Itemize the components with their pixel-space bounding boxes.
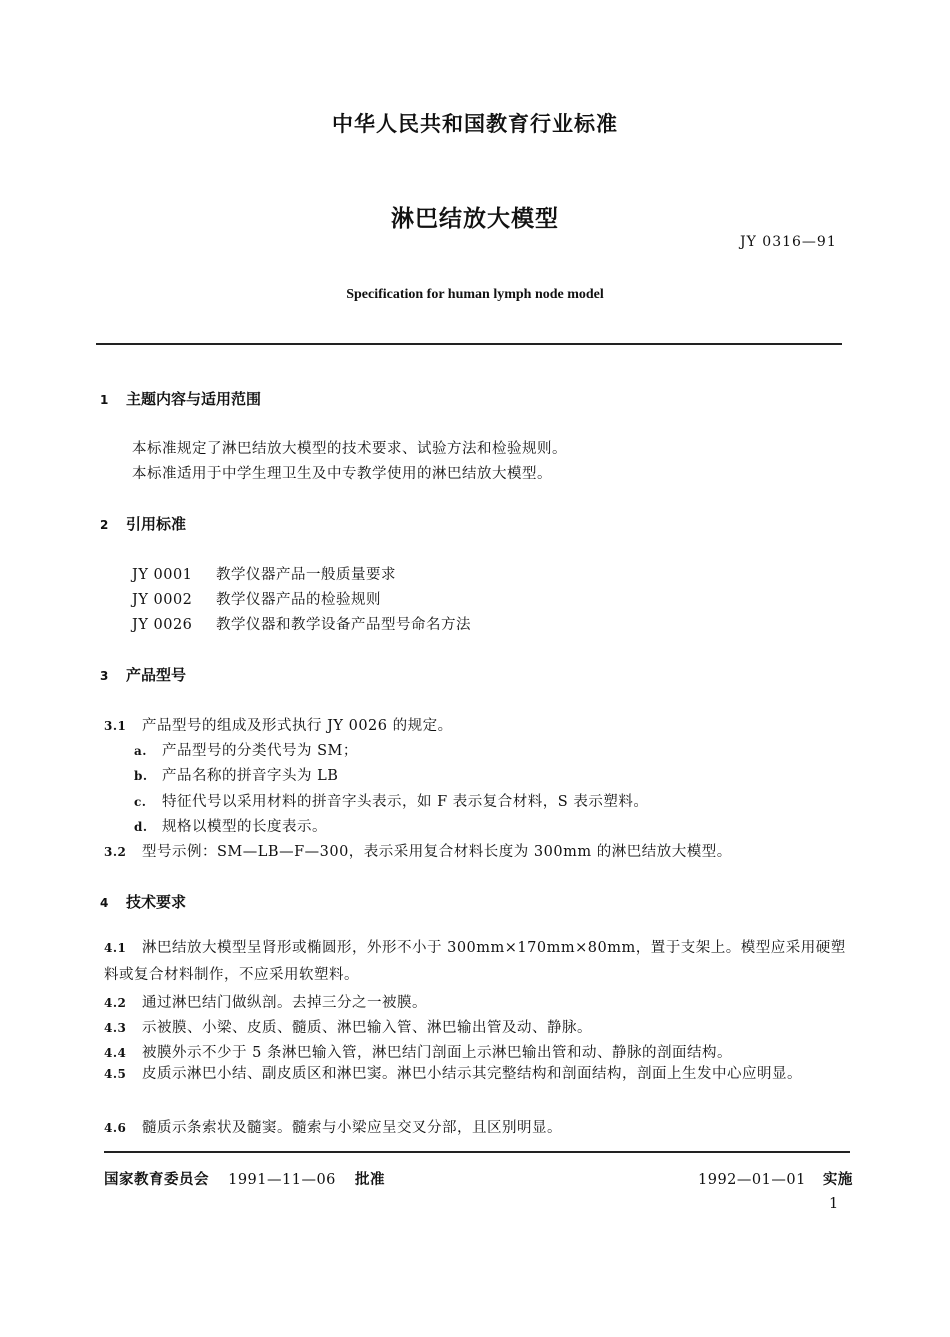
clause-text: 产品型号的组成及形式执行 JY 0026 的规定。 — [142, 718, 453, 734]
section-title: 产品型号 — [126, 666, 187, 684]
section-number: 4 — [100, 896, 109, 910]
clause-4-6 — [104, 1116, 562, 1137]
approving-authority: 国家教育委员会 — [104, 1172, 209, 1188]
clause-number: 4.4 — [104, 1046, 127, 1060]
list-item — [134, 815, 327, 836]
clause-4-1 — [104, 935, 849, 989]
item-letter: a. — [134, 744, 147, 758]
top-divider — [96, 343, 842, 345]
reference-code: JY 0001 — [132, 567, 193, 583]
bottom-divider — [104, 1151, 850, 1153]
standard-code: JY 0316—91 — [740, 234, 837, 250]
clause-4-3 — [104, 1016, 592, 1037]
reference-title: 教学仪器产品一般质量要求 — [216, 567, 396, 583]
section-number: 3 — [100, 669, 109, 683]
section-2-heading — [100, 513, 186, 534]
section-number: 2 — [100, 518, 109, 532]
english-title: Specification for human lymph node model — [346, 287, 604, 302]
item-letter: b. — [134, 769, 148, 783]
list-item — [134, 764, 338, 785]
section-title: 主题内容与适用范围 — [126, 390, 262, 408]
approval-date: 1991—11—06 — [228, 1172, 336, 1188]
list-item — [134, 790, 648, 811]
clause-text: 淋巴结放大模型呈肾形或椭圆形，外形不小于 300mm×170mm×80mm，置于支架上。模型应采用硬塑料或复合材料制作，不应采用软塑料。 — [104, 940, 846, 983]
item-letter: d. — [134, 820, 148, 834]
clause-number: 4.2 — [104, 996, 127, 1010]
clause-text: 示被膜、小梁、皮质、髓质、淋巴输入管、淋巴输出管及动、静脉。 — [142, 1020, 592, 1036]
clause-4-2 — [104, 991, 427, 1012]
clause-text: 通过淋巴结门做纵剖。去掉三分之一被膜。 — [142, 995, 427, 1011]
reference-item — [132, 563, 396, 584]
clause-4-5 — [104, 1061, 849, 1088]
clause-text: 型号示例：SM—LB—F—300，表示采用复合材料长度为 300mm 的淋巴结放大模型。 — [142, 844, 732, 860]
reference-code: JY 0002 — [132, 592, 193, 608]
effective-line — [698, 1168, 853, 1189]
clause-3-2 — [104, 840, 732, 861]
clause-number: 4.1 — [104, 941, 127, 955]
reference-item — [132, 613, 471, 634]
section-title: 引用标准 — [126, 515, 187, 533]
clause-text: 被膜外示不少于 5 条淋巴输入管，淋巴结门剖面上示淋巴输出管和动、静脉的剖面结构。 — [142, 1045, 732, 1061]
clause-number: 4.3 — [104, 1021, 127, 1035]
approval-label: 批准 — [355, 1172, 386, 1188]
reference-title: 教学仪器和教学设备产品型号命名方法 — [216, 617, 471, 633]
section-1-para-2: 本标准适用于中学生理卫生及中专教学使用的淋巴结放大模型。 — [132, 466, 552, 482]
standard-category-header: 中华人民共和国教育行业标准 — [332, 112, 618, 136]
reference-item — [132, 588, 381, 609]
clause-number: 3.2 — [104, 845, 127, 859]
clause-number: 3.1 — [104, 719, 127, 733]
section-1-heading — [100, 388, 261, 409]
item-letter: c. — [134, 795, 147, 809]
reference-title: 教学仪器产品的检验规则 — [216, 592, 381, 608]
item-text: 规格以模型的长度表示。 — [162, 819, 327, 835]
section-4-heading — [100, 891, 186, 912]
clause-text: 皮质示淋巴小结、副皮质区和淋巴窦。淋巴小结示其完整结构和剖面结构，剖面上生发中心应明显。 — [142, 1066, 802, 1082]
clause-number: 4.6 — [104, 1121, 127, 1135]
clause-text: 髓质示条索状及髓窦。髓索与小梁应呈交叉分部，且区别明显。 — [142, 1120, 562, 1136]
clause-number: 4.5 — [104, 1067, 127, 1081]
item-text: 产品名称的拼音字头为 LB — [162, 768, 339, 784]
item-text: 特征代号以采用材料的拼音字头表示，如 F 表示复合材料，S 表示塑料。 — [162, 794, 649, 810]
effective-label: 实施 — [822, 1172, 853, 1188]
list-item — [134, 739, 358, 760]
approval-line — [104, 1168, 385, 1189]
clause-4-4 — [104, 1041, 732, 1062]
section-title: 技术要求 — [126, 893, 187, 911]
effective-date: 1992—01—01 — [698, 1172, 806, 1188]
item-text: 产品型号的分类代号为 SM； — [162, 743, 358, 759]
page-number: 1 — [829, 1196, 839, 1212]
section-number: 1 — [100, 393, 109, 407]
reference-code: JY 0026 — [132, 617, 193, 633]
document-title: 淋巴结放大模型 — [391, 206, 559, 232]
clause-3-1 — [104, 714, 453, 735]
section-1-para-1: 本标准规定了淋巴结放大模型的技术要求、试验方法和检验规则。 — [132, 441, 567, 457]
section-3-heading — [100, 664, 186, 685]
